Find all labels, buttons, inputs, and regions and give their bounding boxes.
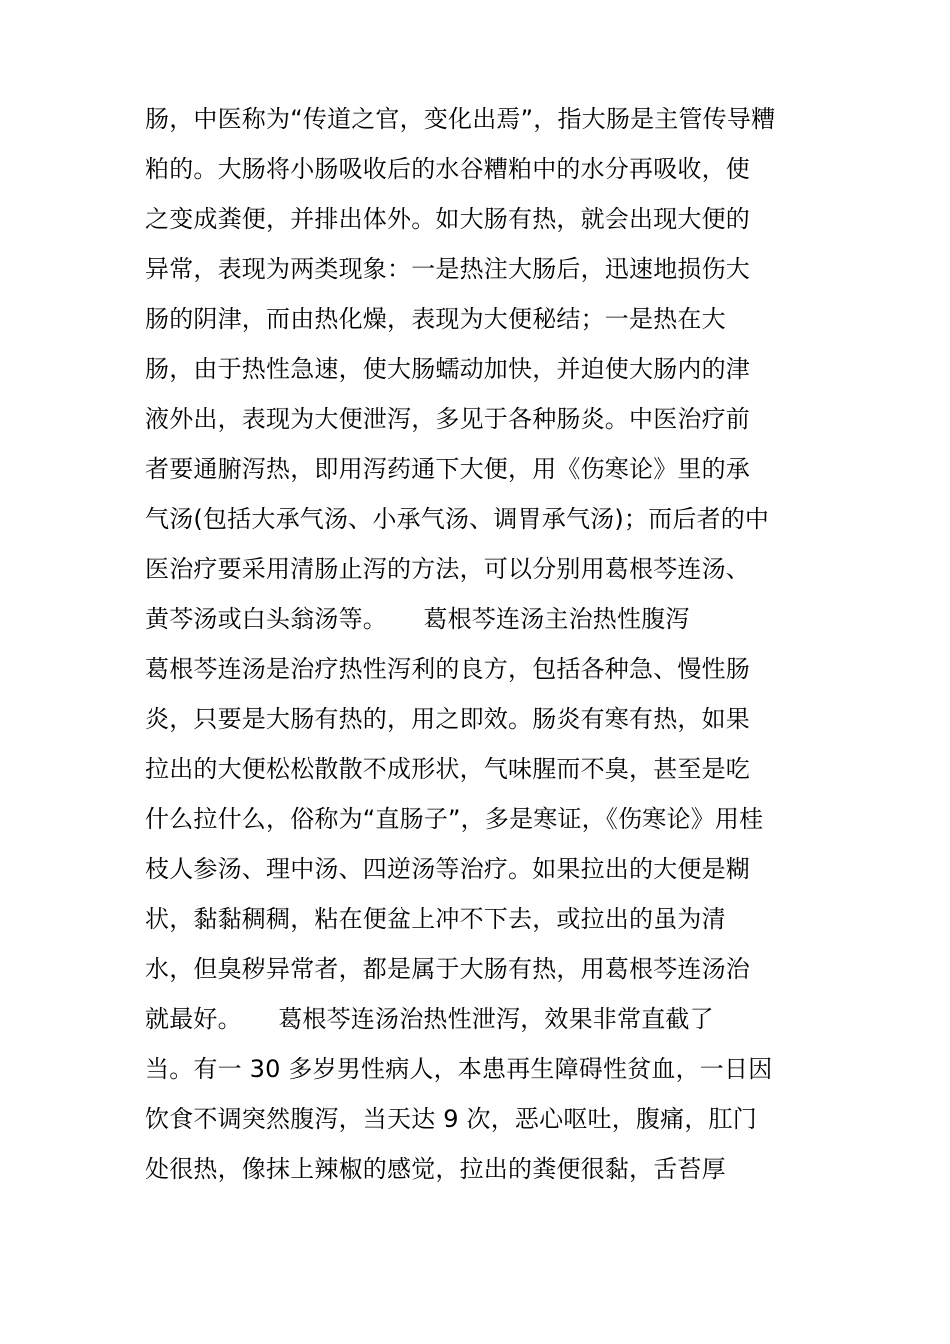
text-line: 饮食不调突然腹泻，当天达 9 次，恶心呕吐，腹痛，肛门 bbox=[145, 1105, 757, 1133]
text-line: 枝人参汤、理中汤、四逆汤等治疗。如果拉出的大便是糊 bbox=[145, 855, 750, 883]
text-line: 处很热，像抹上辣椒的感觉，拉出的粪便很黏，舌苔厚 bbox=[145, 1155, 726, 1183]
text-line: 之变成粪便，并排出体外。如大肠有热，就会出现大便的 bbox=[145, 205, 750, 233]
text-line: 气汤(包括大承气汤、小承气汤、调胃承气汤)；而后者的中 bbox=[145, 505, 770, 533]
text-line: 状，黏黏稠稠，粘在便盆上冲不下去，或拉出的虽为清 bbox=[145, 905, 726, 933]
text-line: 液外出，表现为大便泄泻，多见于各种肠炎。中医治疗前 bbox=[145, 405, 750, 433]
text-line: 拉出的大便松松散散不成形状，气味腥而不臭，甚至是吃 bbox=[145, 755, 750, 783]
text-line: 粕的。大肠将小肠吸收后的水谷糟粕中的水分再吸收，使 bbox=[145, 155, 750, 183]
text-line: 医治疗要采用清肠止泻的方法，可以分别用葛根芩连汤、 bbox=[145, 555, 750, 583]
body-text bbox=[145, 94, 825, 1194]
text-line: 肠，由于热性急速，使大肠蠕动加快，并迫使大肠内的津 bbox=[145, 355, 750, 383]
text-line: 葛根芩连汤是治疗热性泻利的良方，包括各种急、慢性肠 bbox=[145, 655, 750, 683]
text-line: 炎，只要是大肠有热的，用之即效。肠炎有寒有热，如果 bbox=[145, 705, 750, 733]
text-line: 肠，中医称为“传道之官，变化出焉”，指大肠是主管传导糟 bbox=[145, 105, 776, 133]
text-line: 水，但臭秽异常者，都是属于大肠有热，用葛根芩连汤治 bbox=[145, 955, 750, 983]
text-line: 什么拉什么，俗称为“直肠子”，多是寒证，《伤寒论》用桂 bbox=[145, 805, 764, 833]
text-line: 肠的阴津，而由热化燥，表现为大便秘结；一是热在大 bbox=[145, 305, 726, 333]
text-line: 黄芩汤或白头翁汤等。 葛根芩连汤主治热性腹泻 bbox=[145, 605, 690, 633]
text-line: 就最好。 葛根芩连汤治热性泄泻，效果非常直截了 bbox=[145, 1005, 714, 1033]
text-line: 异常，表现为两类现象：一是热注大肠后，迅速地损伤大 bbox=[145, 255, 750, 283]
text-line: 者要通腑泻热，即用泻药通下大便，用《伤寒论》里的承 bbox=[145, 455, 750, 483]
text-line: 当。有一 30 多岁男性病人，本患再生障碍性贫血，一日因 bbox=[145, 1055, 773, 1083]
